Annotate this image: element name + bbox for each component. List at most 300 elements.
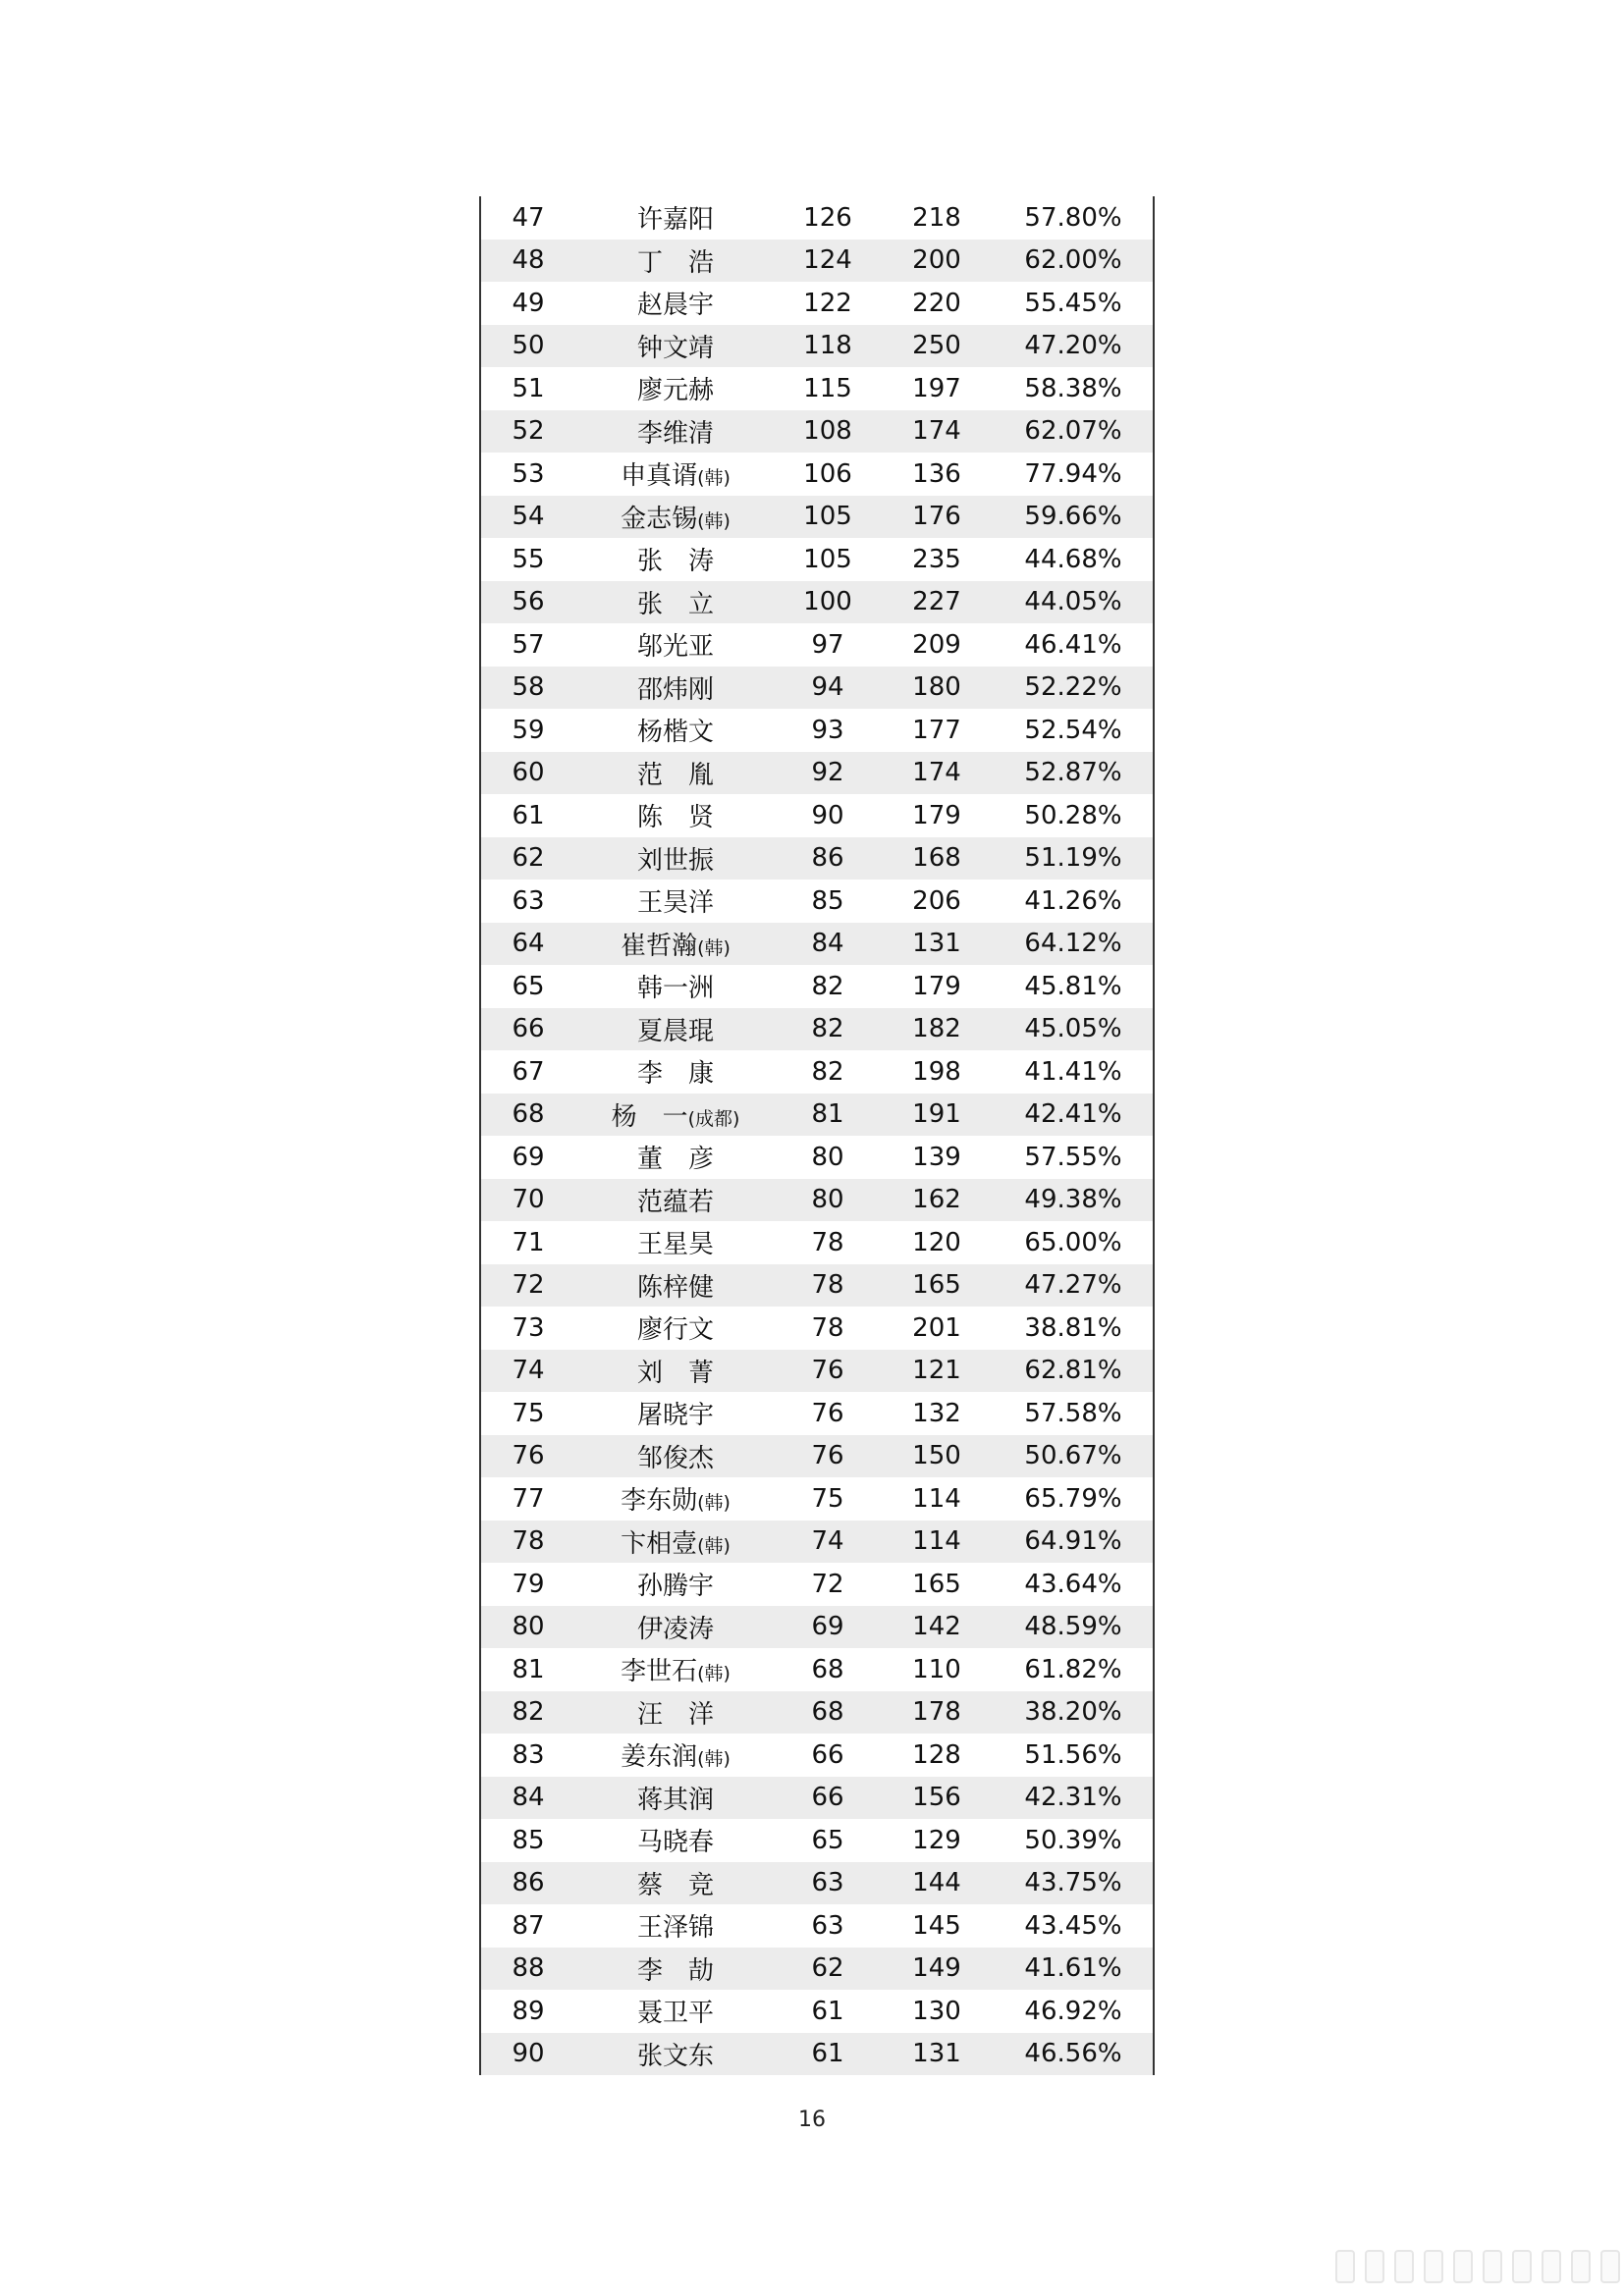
name-cell — [575, 880, 776, 923]
player-name: 屠晓宇 — [636, 1401, 714, 1431]
wins-cell: 86 — [776, 837, 880, 881]
win-rate-cell: 42.31% — [994, 1777, 1154, 1820]
ranking-table — [479, 196, 1155, 2075]
rank-cell: 81 — [512, 1654, 545, 1684]
name-cell — [575, 1221, 776, 1264]
player-name: 张文东 — [636, 2041, 714, 2071]
win-rate-cell: 57.58% — [1024, 1398, 1122, 1428]
games-cell: 142 — [880, 1606, 994, 1649]
player-name: 邬光亚 — [636, 632, 714, 663]
games-cell: 129 — [912, 1825, 961, 1855]
win-rate-cell: 44.05% — [994, 581, 1154, 624]
name-cell — [575, 1136, 776, 1179]
player-name: 韩一洲 — [636, 974, 714, 1004]
wins-cell: 63 — [811, 1910, 844, 1941]
win-rate-cell: 58.38% — [1024, 373, 1122, 403]
win-rate-cell: 47.27% — [994, 1264, 1154, 1308]
wins-cell: 66 — [811, 1739, 844, 1770]
win-rate-cell: 41.41% — [1024, 1056, 1122, 1087]
name-cell — [575, 837, 776, 881]
player-name: 金志锡 — [621, 504, 698, 534]
name-cell — [575, 1350, 776, 1393]
name-cell — [575, 1734, 776, 1777]
name-cell — [575, 538, 776, 581]
table-row — [480, 709, 1154, 752]
name-cell — [575, 325, 776, 368]
player-note: (韩) — [697, 467, 731, 490]
table-row — [480, 538, 1154, 581]
wins-cell: 118 — [776, 325, 880, 368]
wins-cell: 108 — [776, 410, 880, 454]
name-cell — [575, 453, 776, 496]
wins-cell: 80 — [776, 1179, 880, 1222]
table-row — [480, 1734, 1154, 1777]
table-row — [480, 1819, 1154, 1862]
win-rate-cell: 77.94% — [1024, 458, 1122, 489]
wins-cell: 82 — [776, 1008, 880, 1051]
name-cell — [575, 1477, 776, 1521]
games-cell: 165 — [880, 1264, 994, 1308]
wins-cell: 82 — [811, 1056, 844, 1087]
table-row — [480, 667, 1154, 710]
rank-cell: 61 — [512, 800, 545, 830]
player-name: 李世石 — [621, 1657, 698, 1687]
name-cell — [575, 752, 776, 795]
name-cell — [575, 1392, 776, 1435]
wins-cell: 82 — [811, 971, 844, 1001]
wins-cell: 63 — [776, 1862, 880, 1905]
rank-cell: 66 — [480, 1008, 575, 1051]
name-cell — [575, 367, 776, 410]
player-name: 张 涛 — [636, 547, 714, 577]
rank-cell: 84 — [480, 1777, 575, 1820]
table-row — [480, 1435, 1154, 1478]
wins-cell: 78 — [811, 1312, 844, 1343]
win-rate-cell: 65.00% — [1024, 1227, 1122, 1257]
rank-cell: 67 — [512, 1056, 545, 1087]
rank-cell: 70 — [480, 1179, 575, 1222]
games-cell: 201 — [912, 1312, 961, 1343]
win-rate-cell: 43.75% — [994, 1862, 1154, 1905]
player-note: (韩) — [697, 1492, 731, 1515]
rank-cell: 64 — [480, 923, 575, 966]
win-rate-cell: 50.67% — [994, 1435, 1154, 1478]
name-cell — [575, 1990, 776, 2033]
games-cell: 156 — [880, 1777, 994, 1820]
player-name: 刘 菁 — [636, 1358, 714, 1388]
wins-cell: 115 — [803, 373, 852, 403]
win-rate-cell: 43.45% — [1024, 1910, 1122, 1941]
win-rate-cell: 62.81% — [994, 1350, 1154, 1393]
rank-cell: 76 — [480, 1435, 575, 1478]
rank-cell: 72 — [480, 1264, 575, 1308]
rank-cell: 82 — [480, 1691, 575, 1735]
wins-cell: 61 — [776, 2033, 880, 2076]
rank-cell: 51 — [512, 373, 545, 403]
games-cell: 179 — [912, 800, 961, 830]
games-cell: 178 — [880, 1691, 994, 1735]
table-row — [480, 1648, 1154, 1691]
games-cell: 114 — [880, 1521, 994, 1564]
name-cell — [575, 794, 776, 837]
rank-cell: 49 — [512, 288, 545, 318]
rank-cell: 78 — [480, 1521, 575, 1564]
rank-cell: 63 — [512, 885, 545, 916]
games-cell: 191 — [880, 1094, 994, 1137]
rank-cell: 89 — [512, 1996, 545, 2026]
name-cell — [575, 1648, 776, 1691]
player-name: 夏晨琨 — [636, 1016, 714, 1046]
games-cell: 131 — [880, 923, 994, 966]
player-name: 邵炜刚 — [636, 674, 714, 705]
player-name: 汪 洋 — [636, 1699, 714, 1730]
name-cell — [575, 1435, 776, 1478]
rank-cell: 54 — [480, 496, 575, 539]
table-row — [480, 410, 1154, 454]
table-row — [480, 837, 1154, 881]
win-rate-cell: 46.92% — [1024, 1996, 1122, 2026]
win-rate-cell: 38.20% — [994, 1691, 1154, 1735]
table-row — [480, 923, 1154, 966]
wins-cell: 69 — [776, 1606, 880, 1649]
wins-cell: 105 — [803, 544, 852, 574]
player-note: (韩) — [697, 509, 731, 532]
games-cell: 110 — [912, 1654, 961, 1684]
games-cell: 165 — [912, 1569, 961, 1599]
win-rate-cell: 50.39% — [1024, 1825, 1122, 1855]
name-cell — [575, 1777, 776, 1820]
table-row — [480, 1094, 1154, 1137]
player-note: (韩) — [697, 1748, 731, 1771]
player-name: 姜东润 — [621, 1742, 698, 1773]
name-cell — [575, 1904, 776, 1948]
rank-cell: 53 — [512, 458, 545, 489]
table-row — [480, 880, 1154, 923]
win-rate-cell: 64.91% — [994, 1521, 1154, 1564]
table-row — [480, 1477, 1154, 1521]
table-row — [480, 965, 1154, 1008]
player-name: 王泽锦 — [636, 1913, 714, 1944]
table-row — [480, 1691, 1154, 1735]
table-row — [480, 1050, 1154, 1094]
rank-cell: 59 — [512, 715, 545, 745]
table-row — [480, 282, 1154, 325]
table-row — [480, 240, 1154, 283]
player-name: 范 胤 — [636, 760, 714, 790]
player-note: (韩) — [697, 1534, 731, 1557]
win-rate-cell: 51.19% — [994, 837, 1154, 881]
name-cell — [575, 410, 776, 454]
wins-cell: 80 — [811, 1142, 844, 1172]
games-cell: 162 — [880, 1179, 994, 1222]
table-row — [480, 1392, 1154, 1435]
games-cell: 174 — [880, 752, 994, 795]
wins-cell: 61 — [811, 1996, 844, 2026]
win-rate-cell: 51.56% — [1024, 1739, 1122, 1770]
games-cell: 209 — [912, 629, 961, 660]
games-cell: 200 — [880, 240, 994, 283]
player-name: 崔哲瀚 — [621, 931, 698, 961]
win-rate-cell: 38.81% — [1024, 1312, 1122, 1343]
games-cell: 144 — [880, 1862, 994, 1905]
games-cell: 198 — [912, 1056, 961, 1087]
player-name: 申真谞 — [621, 461, 698, 492]
wins-cell: 122 — [803, 288, 852, 318]
wins-cell: 90 — [811, 800, 844, 830]
table-row — [480, 1521, 1154, 1564]
rank-cell: 47 — [512, 202, 545, 233]
games-cell: 206 — [912, 885, 961, 916]
rank-cell: 86 — [480, 1862, 575, 1905]
player-name: 聂卫平 — [636, 1999, 714, 2029]
win-rate-cell: 46.56% — [994, 2033, 1154, 2076]
player-name: 陈 贤 — [636, 803, 714, 833]
player-name: 李维清 — [636, 418, 714, 449]
wins-cell: 78 — [811, 1227, 844, 1257]
games-cell: 179 — [912, 971, 961, 1001]
table-row — [480, 1948, 1154, 1991]
name-cell — [575, 1691, 776, 1735]
win-rate-cell: 42.41% — [994, 1094, 1154, 1137]
rank-cell: 83 — [512, 1739, 545, 1770]
table-row — [480, 1264, 1154, 1308]
name-cell — [575, 1307, 776, 1350]
table-row — [480, 1563, 1154, 1606]
win-rate-cell: 59.66% — [994, 496, 1154, 539]
player-name: 邹俊杰 — [636, 1443, 714, 1473]
player-name: 杨 一 — [611, 1101, 688, 1132]
games-cell: 227 — [880, 581, 994, 624]
wins-cell: 94 — [776, 667, 880, 710]
wins-cell: 78 — [776, 1264, 880, 1308]
player-name: 孙腾宇 — [636, 1572, 714, 1602]
table-row — [480, 1606, 1154, 1649]
player-name: 伊凌涛 — [636, 1614, 714, 1644]
wins-cell: 92 — [776, 752, 880, 795]
player-name: 蒋其润 — [636, 1785, 714, 1815]
name-cell — [575, 1563, 776, 1606]
player-name: 王星昊 — [636, 1230, 714, 1260]
wins-cell: 93 — [811, 715, 844, 745]
player-name: 杨楷文 — [636, 718, 714, 748]
table-row — [480, 1136, 1154, 1179]
wins-cell: 81 — [776, 1094, 880, 1137]
win-rate-cell: 64.12% — [994, 923, 1154, 966]
page-number: 16 — [798, 2108, 826, 2132]
table-row — [480, 325, 1154, 368]
games-cell: 145 — [912, 1910, 961, 1941]
name-cell — [575, 709, 776, 752]
table-row — [480, 1862, 1154, 1905]
win-rate-cell: 43.64% — [1024, 1569, 1122, 1599]
table-row — [480, 752, 1154, 795]
win-rate-cell: 44.68% — [1024, 544, 1122, 574]
table-row — [480, 1221, 1154, 1264]
win-rate-cell: 47.20% — [994, 325, 1154, 368]
games-cell: 150 — [880, 1435, 994, 1478]
name-cell — [575, 667, 776, 710]
rank-cell: 69 — [512, 1142, 545, 1172]
rank-cell: 60 — [480, 752, 575, 795]
name-cell — [575, 1179, 776, 1222]
win-rate-cell: 57.80% — [1024, 202, 1122, 233]
wins-cell: 75 — [811, 1483, 844, 1514]
rank-cell: 48 — [480, 240, 575, 283]
name-cell — [575, 1050, 776, 1094]
wins-cell: 100 — [776, 581, 880, 624]
games-cell: 132 — [912, 1398, 961, 1428]
player-name: 廖元赫 — [636, 376, 714, 406]
player-name: 卞相壹 — [621, 1528, 698, 1559]
name-cell — [575, 282, 776, 325]
name-cell — [575, 2033, 776, 2076]
table-row — [480, 453, 1154, 496]
games-cell: 174 — [880, 410, 994, 454]
player-name: 王昊洋 — [636, 888, 714, 919]
win-rate-cell: 52.22% — [994, 667, 1154, 710]
wins-cell: 126 — [803, 202, 852, 233]
games-cell: 168 — [880, 837, 994, 881]
games-cell: 250 — [880, 325, 994, 368]
rank-cell: 77 — [512, 1483, 545, 1514]
rank-cell: 75 — [512, 1398, 545, 1428]
name-cell — [575, 196, 776, 240]
win-rate-cell: 45.05% — [994, 1008, 1154, 1051]
name-cell — [575, 1948, 776, 1991]
player-name: 刘世振 — [636, 845, 714, 876]
rank-cell: 71 — [512, 1227, 545, 1257]
ranking-table-body — [480, 196, 1154, 2075]
table-row — [480, 1179, 1154, 1222]
watermark-decoration — [1335, 2250, 1620, 2283]
wins-cell: 97 — [811, 629, 844, 660]
name-cell — [575, 623, 776, 667]
player-name: 廖行文 — [636, 1315, 714, 1346]
name-cell — [575, 240, 776, 283]
player-name: 李东勋 — [621, 1486, 698, 1517]
win-rate-cell: 65.79% — [1024, 1483, 1122, 1514]
wins-cell: 84 — [776, 923, 880, 966]
name-cell — [575, 1862, 776, 1905]
player-name: 马晓春 — [636, 1828, 714, 1858]
games-cell: 197 — [912, 373, 961, 403]
win-rate-cell: 48.59% — [994, 1606, 1154, 1649]
games-cell: 131 — [880, 2033, 994, 2076]
rank-cell: 68 — [480, 1094, 575, 1137]
games-cell: 235 — [912, 544, 961, 574]
win-rate-cell: 41.61% — [994, 1948, 1154, 1991]
games-cell: 182 — [880, 1008, 994, 1051]
name-cell — [575, 1606, 776, 1649]
rank-cell: 87 — [512, 1910, 545, 1941]
table-row — [480, 623, 1154, 667]
win-rate-cell: 52.54% — [1024, 715, 1122, 745]
win-rate-cell: 50.28% — [1024, 800, 1122, 830]
games-cell: 176 — [880, 496, 994, 539]
wins-cell: 66 — [776, 1777, 880, 1820]
rank-cell: 65 — [512, 971, 545, 1001]
player-name: 李 康 — [636, 1059, 714, 1090]
name-cell — [575, 1819, 776, 1862]
win-rate-cell: 52.87% — [994, 752, 1154, 795]
rank-cell: 90 — [480, 2033, 575, 2076]
games-cell: 128 — [912, 1739, 961, 1770]
games-cell: 177 — [912, 715, 961, 745]
rank-cell: 80 — [480, 1606, 575, 1649]
name-cell — [575, 1264, 776, 1308]
win-rate-cell: 49.38% — [994, 1179, 1154, 1222]
rank-cell: 88 — [480, 1948, 575, 1991]
name-cell — [575, 1094, 776, 1137]
wins-cell: 76 — [776, 1435, 880, 1478]
rank-cell: 55 — [512, 544, 545, 574]
games-cell: 114 — [912, 1483, 961, 1514]
win-rate-cell: 46.41% — [1024, 629, 1122, 660]
player-note: (成都) — [687, 1107, 740, 1130]
games-cell: 130 — [912, 1996, 961, 2026]
wins-cell: 65 — [811, 1825, 844, 1855]
win-rate-cell: 41.26% — [1024, 885, 1122, 916]
rank-cell: 73 — [512, 1312, 545, 1343]
wins-cell: 105 — [776, 496, 880, 539]
player-note: (韩) — [697, 1663, 731, 1685]
wins-cell: 106 — [803, 458, 852, 489]
table-row — [480, 1307, 1154, 1350]
table-row — [480, 1350, 1154, 1393]
win-rate-cell: 55.45% — [1024, 288, 1122, 318]
table-row — [480, 2033, 1154, 2076]
wins-cell: 85 — [811, 885, 844, 916]
player-name: 赵晨宇 — [636, 291, 714, 321]
table-row — [480, 367, 1154, 410]
name-cell — [575, 581, 776, 624]
games-cell: 218 — [912, 202, 961, 233]
player-name: 陈梓健 — [636, 1272, 714, 1303]
player-name: 张 立 — [636, 589, 714, 619]
table-row — [480, 1904, 1154, 1948]
player-name: 钟文靖 — [636, 333, 714, 363]
player-name: 范蕴若 — [636, 1187, 714, 1217]
win-rate-cell: 62.00% — [994, 240, 1154, 283]
table-row — [480, 196, 1154, 240]
player-name: 许嘉阳 — [636, 205, 714, 236]
rank-cell: 74 — [480, 1350, 575, 1393]
games-cell: 149 — [880, 1948, 994, 1991]
name-cell — [575, 496, 776, 539]
player-name: 丁 浩 — [636, 247, 714, 278]
player-name: 董 彦 — [636, 1145, 714, 1175]
table-row — [480, 581, 1154, 624]
games-cell: 220 — [912, 288, 961, 318]
win-rate-cell: 57.55% — [1024, 1142, 1122, 1172]
games-cell: 180 — [880, 667, 994, 710]
wins-cell: 76 — [776, 1350, 880, 1393]
table-row — [480, 794, 1154, 837]
table-row — [480, 1008, 1154, 1051]
rank-cell: 58 — [480, 667, 575, 710]
win-rate-cell: 61.82% — [1024, 1654, 1122, 1684]
name-cell — [575, 1521, 776, 1564]
rank-cell: 52 — [480, 410, 575, 454]
wins-cell: 124 — [776, 240, 880, 283]
table-row — [480, 496, 1154, 539]
wins-cell: 68 — [776, 1691, 880, 1735]
win-rate-cell: 62.07% — [994, 410, 1154, 454]
name-cell — [575, 965, 776, 1008]
rank-cell: 62 — [480, 837, 575, 881]
games-cell: 139 — [912, 1142, 961, 1172]
player-name: 蔡 竞 — [636, 1870, 714, 1900]
